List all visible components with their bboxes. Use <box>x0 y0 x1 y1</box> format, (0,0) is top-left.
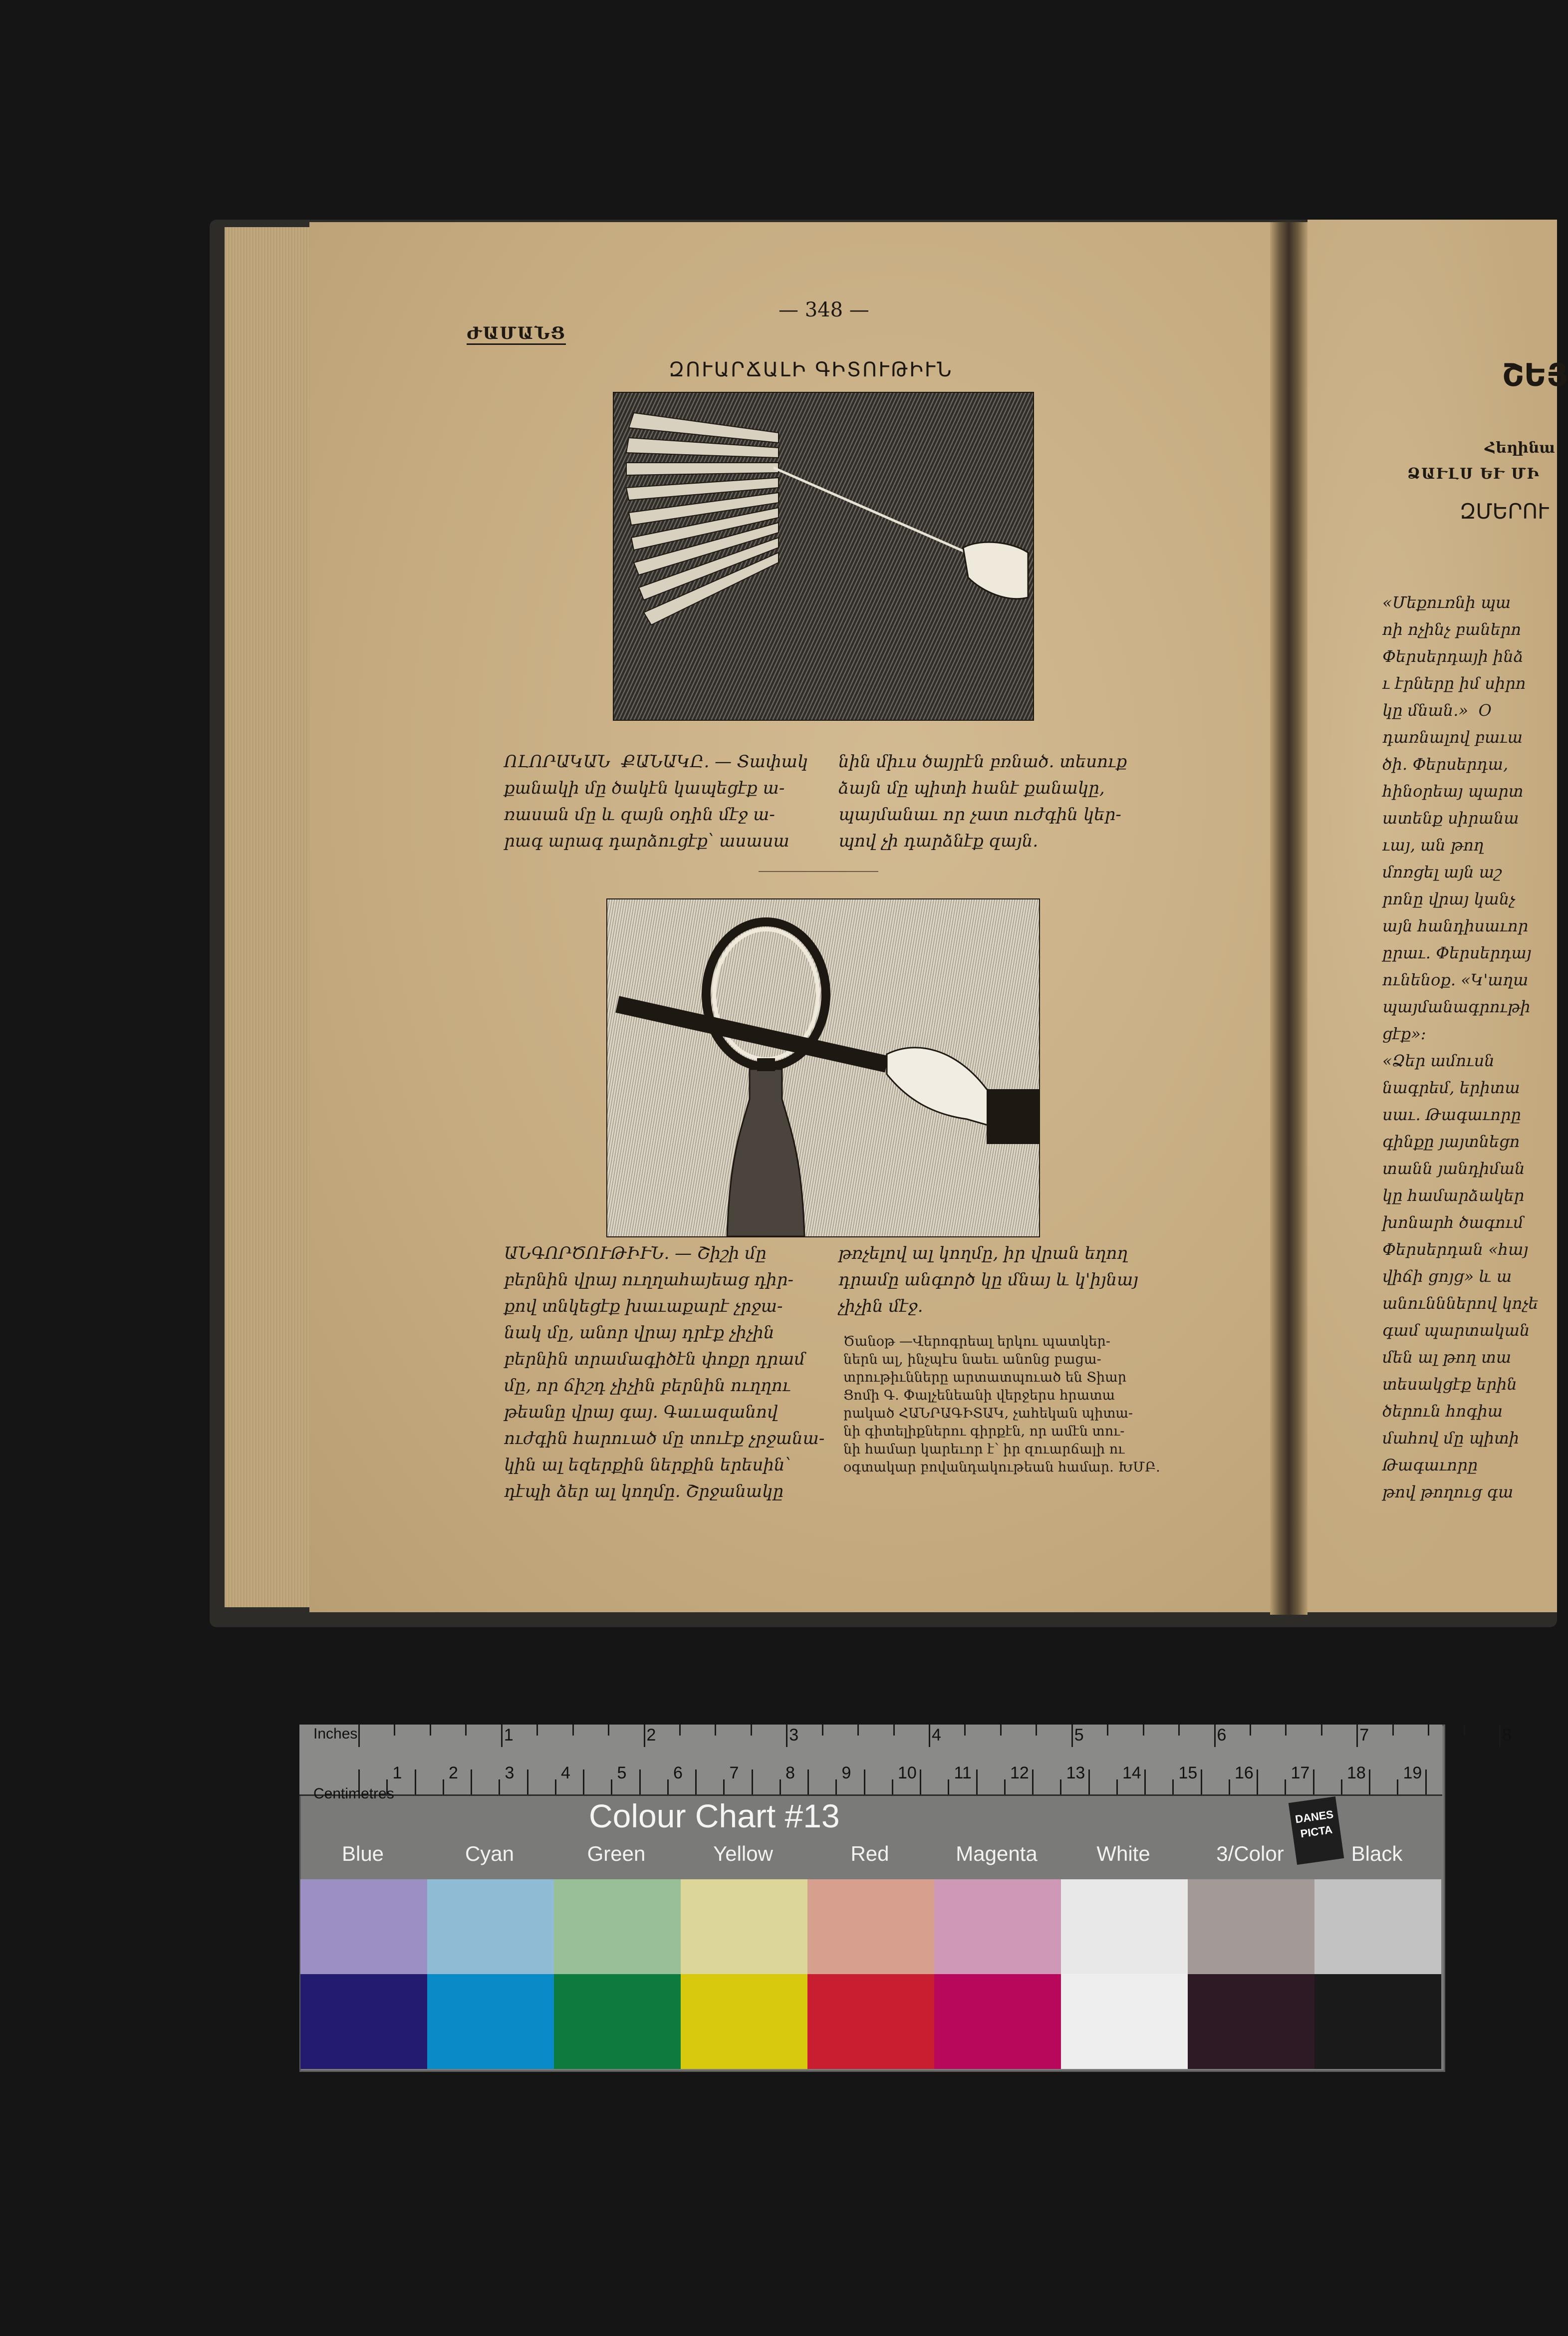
swatch-light <box>554 1879 681 1974</box>
swatch-dark <box>300 1974 427 2069</box>
text-line: կը համարձակեր <box>1382 1186 1525 1205</box>
text-line: չիչին մէջ. <box>838 1296 923 1316</box>
inch-number: 2 <box>646 1726 656 1745</box>
text-line: նակ մը, անոր վրայ դրէք չիչին <box>504 1323 775 1343</box>
note-line: նի համար կարեւոր է՝ իր զուարճալի ու <box>843 1442 1125 1457</box>
right-page-content <box>1307 220 1568 1612</box>
colour-label-cyan: Cyan <box>465 1842 515 1865</box>
note-line: նի գիտելիքներու գիրքէն, որ ամէն տու- <box>843 1424 1125 1439</box>
text-line: նին միւս ծայրէն բռնած. տեսուք <box>838 752 1127 772</box>
cm-tick <box>948 1779 949 1794</box>
text-line: կը մնան.» Օ <box>1382 701 1492 720</box>
cm-tick <box>1004 1779 1006 1794</box>
inch-tick <box>430 1725 431 1736</box>
fan-drawing <box>614 393 1033 720</box>
text-line: ցէք»։ <box>1382 1024 1426 1043</box>
inch-tick <box>358 1725 360 1747</box>
inch-tick <box>1214 1725 1216 1747</box>
cm-tick <box>1144 1769 1146 1794</box>
article2-col2 <box>838 1240 1138 1320</box>
text-line: ՈԼՈՐԱԿԱՆ ՔԱՆԱԿԸ. — Տափակ <box>504 752 808 772</box>
swatch-dark <box>554 1974 681 2069</box>
inch-tick <box>501 1725 503 1747</box>
section-title: ԶՈՒԱՐՃԱԼԻ ԳԻՏՈՒԹԻՒՆ <box>669 358 953 381</box>
cm-tick <box>1313 1769 1314 1794</box>
note-line: տրութիւնները արտատպուած են Տիար <box>843 1370 1127 1385</box>
inch-tick <box>572 1725 574 1736</box>
cm-number: 18 <box>1347 1763 1366 1782</box>
cm-tick <box>443 1779 444 1794</box>
cm-number: 7 <box>729 1763 739 1782</box>
right-page-author: Հեղինա <box>1485 439 1556 457</box>
note-line: օգտակար բովանդակութեան համար. ԽՄԲ. <box>843 1460 1160 1475</box>
cm-tick <box>1341 1779 1342 1794</box>
text-line: քանակի մը ծակէն կապեցէք ա- <box>504 778 785 798</box>
inch-tick <box>1321 1725 1322 1736</box>
swatch-dark <box>934 1974 1061 2069</box>
inch-tick <box>893 1725 895 1736</box>
cm-number: 15 <box>1178 1763 1198 1782</box>
cm-tick <box>976 1769 978 1794</box>
colour-label-black: Black <box>1351 1842 1403 1865</box>
ruler <box>299 1725 1512 1802</box>
inch-tick <box>1071 1725 1073 1747</box>
text-line: ւ էրները իմ սիրո <box>1382 674 1526 693</box>
text-line: դառնալով բաւա <box>1382 728 1523 747</box>
cm-number: 8 <box>785 1763 795 1782</box>
text-line: անունններով կոչե <box>1382 1294 1539 1313</box>
swatch-dark <box>1188 1974 1314 2069</box>
cm-number: 16 <box>1235 1763 1254 1782</box>
note-line: Ծանօթ —Վերոգրեալ երկու պատկեր- <box>843 1334 1111 1349</box>
cm-number: 14 <box>1122 1763 1141 1782</box>
text-line: պայմանաւ որ չատ ուժգին կեր- <box>838 805 1121 825</box>
inch-tick <box>1285 1725 1287 1736</box>
cm-tick <box>1060 1779 1061 1794</box>
page-edges <box>225 227 314 1607</box>
text-line: դէպի ձեր ալ կողմը. Շրջանակը <box>504 1481 784 1501</box>
inch-tick <box>1499 1725 1501 1747</box>
inch-number: 1 <box>504 1726 514 1745</box>
note-line: Ցոմի Գ. Փալչենեանի վերջերս հրատա <box>843 1388 1115 1403</box>
inch-number: 8 <box>1502 1726 1512 1745</box>
cm-number: 5 <box>617 1763 627 1782</box>
cm-tick <box>695 1769 697 1794</box>
text-line: ԱՆԳՈՐԾՈՒԹԻՒՆ. — Շիշի մը <box>504 1243 767 1263</box>
inch-tick <box>1392 1725 1394 1736</box>
text-line: գինքը յայտնեցո <box>1382 1132 1520 1151</box>
text-line: Թագաւորը <box>1382 1456 1478 1474</box>
colour-label-blue: Blue <box>341 1842 384 1865</box>
text-line: հինօրեայ պարտ <box>1382 782 1524 801</box>
text-line: ձայն մը պիտի հանէ քանակը, <box>838 778 1105 798</box>
cm-tick <box>611 1779 612 1794</box>
text-line: բերնին վրայ ուղղահայեաց դիր- <box>504 1270 793 1290</box>
cm-number: 12 <box>1010 1763 1029 1782</box>
inches-label: Inches <box>313 1726 358 1742</box>
text-line: տանն յանդիման <box>1382 1159 1525 1178</box>
cm-number: 4 <box>561 1763 570 1782</box>
text-line: մեն ալ թող տա <box>1382 1348 1512 1367</box>
cm-tick <box>1201 1769 1202 1794</box>
cm-tick <box>1229 1779 1230 1794</box>
text-line: ունենօք. «Կ'աղա <box>1382 970 1529 989</box>
text-line: թով թողուց գա <box>1382 1482 1514 1501</box>
inch-tick <box>715 1725 716 1736</box>
text-line: թեանը վրայ գայ. Գաւազանով <box>504 1402 778 1422</box>
inch-tick <box>394 1725 395 1736</box>
editor-note <box>843 1333 1160 1476</box>
cm-tick <box>639 1769 641 1794</box>
inch-tick <box>608 1725 609 1736</box>
section-label: ԺԱՄԱՆՑ <box>467 323 566 345</box>
cm-tick <box>835 1779 837 1794</box>
cm-tick <box>807 1769 809 1794</box>
note-line: րակած ՀԱՆՐԱԳԻՏԱԿ, չահեկան պիտա- <box>843 1406 1133 1421</box>
inch-number: 5 <box>1074 1726 1084 1745</box>
colour-label-3-color: 3/Color <box>1216 1842 1284 1865</box>
swatch-dark <box>427 1974 554 2069</box>
colour-label-red: Red <box>850 1842 889 1865</box>
cm-tick <box>892 1779 893 1794</box>
cm-number: 2 <box>449 1763 458 1782</box>
inch-tick <box>1143 1725 1144 1736</box>
cm-tick <box>667 1779 669 1794</box>
cm-tick <box>752 1769 753 1794</box>
ring-bottle-illustration <box>606 898 1040 1237</box>
right-page-title: ԶՄԵՐՈՒ <box>1460 499 1549 524</box>
text-line: ատենք սիրանա <box>1382 809 1519 828</box>
text-line: վիճի ցոյց» և ա <box>1382 1267 1512 1286</box>
inch-number: 6 <box>1217 1726 1227 1745</box>
fan-illustration <box>613 392 1034 721</box>
text-line: նագրեմ, երիտա <box>1382 1078 1520 1097</box>
text-line: մը, որ ճիշդ չիչին բերնին ուղղու <box>504 1376 791 1396</box>
text-line: ծերուն հոգիա <box>1382 1402 1503 1421</box>
cm-number: 6 <box>673 1763 683 1782</box>
inch-tick <box>1356 1725 1358 1747</box>
colour-label-yellow: Yellow <box>713 1842 773 1865</box>
text-line: ուժգին հարուած մը տուէք չրջանա- <box>504 1429 825 1449</box>
inch-tick <box>679 1725 681 1736</box>
inch-number: 4 <box>932 1726 941 1745</box>
text-line: «Ձեր ամուսն <box>1382 1051 1495 1070</box>
text-line: «Մեքուռնի պա <box>1382 593 1511 612</box>
inch-tick <box>929 1725 930 1747</box>
inch-tick <box>1428 1725 1429 1736</box>
text-line: մահով մը պիտի <box>1382 1429 1519 1448</box>
text-line: պով չի դարձնէք զայն. <box>838 831 1039 851</box>
inch-tick <box>786 1725 787 1747</box>
text-line: քով տնկեցէք խաւաքարէ չրջա- <box>504 1296 783 1316</box>
danes-picta-logo: DANES PICTA <box>1289 1796 1344 1865</box>
article1-col1 <box>504 749 808 855</box>
swatch-light <box>300 1879 427 1974</box>
note-line: ներն ալ, ինչպէս նաեւ անոնց բացա- <box>843 1352 1101 1367</box>
text-line: Փերսերդայի ինձ <box>1382 647 1524 666</box>
cm-tick <box>1397 1779 1398 1794</box>
swatch-light <box>807 1879 934 1974</box>
text-line: Փերսերդան «հայ <box>1382 1240 1529 1259</box>
text-line: կին ալ եզերքին ներքին երեսին՝ <box>504 1455 791 1475</box>
cm-tick <box>1425 1769 1427 1794</box>
colour-label-magenta: Magenta <box>956 1842 1038 1865</box>
swatch-light <box>681 1879 807 1974</box>
inch-tick <box>964 1725 966 1736</box>
inch-tick <box>1464 1725 1465 1736</box>
page-number: — 348 — <box>779 298 869 321</box>
cm-tick <box>1257 1769 1258 1794</box>
text-line: րագ արագ դարձուցէք՝ ասասա <box>504 831 789 851</box>
book-gutter <box>1270 222 1307 1615</box>
text-line: դրամը անգործ կը մնայ և կ'իյնայ <box>838 1270 1138 1290</box>
inch-tick <box>857 1725 859 1736</box>
cm-number: 3 <box>505 1763 515 1782</box>
cm-tick <box>499 1779 500 1794</box>
text-line: գամ պարտական <box>1382 1321 1530 1340</box>
text-line: խոնարհ ծագում <box>1382 1213 1524 1232</box>
swatch-dark <box>681 1974 807 2069</box>
swatch-dark <box>1314 1974 1441 2069</box>
cm-tick <box>1369 1769 1370 1794</box>
cm-number: 9 <box>841 1763 851 1782</box>
divider <box>759 871 878 872</box>
inch-tick <box>751 1725 752 1736</box>
cm-number: 13 <box>1066 1763 1085 1782</box>
centimetres-label: Centimetres <box>313 1785 394 1802</box>
right-page-column <box>1382 589 1538 1505</box>
inch-number: 7 <box>1359 1726 1369 1745</box>
chart-title: Colour Chart #13 <box>589 1797 840 1834</box>
inch-tick <box>644 1725 645 1747</box>
swatch-light <box>427 1879 554 1974</box>
cm-tick <box>1032 1769 1034 1794</box>
swatch-dark <box>1061 1974 1188 2069</box>
text-line: մոռցել այն աշ <box>1382 863 1502 881</box>
inch-tick <box>536 1725 538 1736</box>
inch-tick <box>1250 1725 1251 1736</box>
swatch-dark <box>807 1974 934 2069</box>
swatch-light <box>934 1879 1061 1974</box>
cm-number: 11 <box>954 1763 972 1782</box>
cm-tick <box>527 1769 528 1794</box>
inch-tick <box>1107 1725 1108 1736</box>
text-line: ըրաւ. Փերսերդայ <box>1382 943 1532 962</box>
text-line: ռասան մը և զայն օդին մէջ ա- <box>504 805 775 825</box>
cm-tick <box>920 1769 921 1794</box>
cm-tick <box>471 1769 472 1794</box>
inch-tick <box>1036 1725 1037 1736</box>
cm-number: 19 <box>1403 1763 1422 1782</box>
cm-tick <box>415 1769 416 1794</box>
inch-tick <box>1000 1725 1002 1736</box>
article2-col1 <box>504 1240 824 1505</box>
text-line: բերնին տրամագիծէն փոքր դրամ <box>504 1349 805 1369</box>
cm-tick <box>1116 1779 1118 1794</box>
text-line: ոի ոչինչ բաներո <box>1382 620 1522 639</box>
cm-tick <box>1172 1779 1174 1794</box>
cm-tick <box>780 1779 781 1794</box>
swatch-light <box>1188 1879 1314 1974</box>
ring-drawing <box>607 899 1039 1236</box>
text-line: ւայ, ան թող <box>1382 836 1484 855</box>
cm-number: 17 <box>1291 1763 1310 1782</box>
text-line: ծի. Փերսերդա, <box>1382 755 1509 774</box>
right-page-heading: ՇԵՅ <box>1502 357 1568 393</box>
text-line: սաւ. Թագաւորը <box>1382 1105 1521 1124</box>
text-line: այն հանդիսաւոր <box>1382 916 1529 935</box>
cm-tick <box>1088 1769 1090 1794</box>
swatch-light <box>1314 1879 1441 1974</box>
cm-tick <box>555 1779 556 1794</box>
inch-tick <box>465 1725 467 1736</box>
inch-number: 3 <box>789 1726 799 1745</box>
cm-tick <box>864 1769 865 1794</box>
text-line: պայմանագրութի <box>1382 997 1531 1016</box>
right-page-subtitle: ՁԱՒԼՍ ԵՒ ՄԻ <box>1407 465 1540 483</box>
cm-number: 10 <box>898 1763 917 1782</box>
swatch-light <box>1061 1879 1188 1974</box>
text-line: տեսակցէք երին <box>1382 1375 1517 1394</box>
text-line: թռչելով ալ կողմը, իր վրան եղող <box>838 1243 1128 1263</box>
text-line: րոնը վրայ կանչ <box>1382 889 1515 908</box>
inch-tick <box>1178 1725 1180 1736</box>
cm-number: 1 <box>392 1763 402 1782</box>
colour-label-white: White <box>1096 1842 1150 1865</box>
cm-tick <box>723 1779 725 1794</box>
colour-label-green: Green <box>587 1842 646 1865</box>
inch-tick <box>822 1725 823 1736</box>
cm-tick <box>583 1769 584 1794</box>
article1-col2 <box>838 749 1127 855</box>
cm-tick <box>1285 1779 1286 1794</box>
